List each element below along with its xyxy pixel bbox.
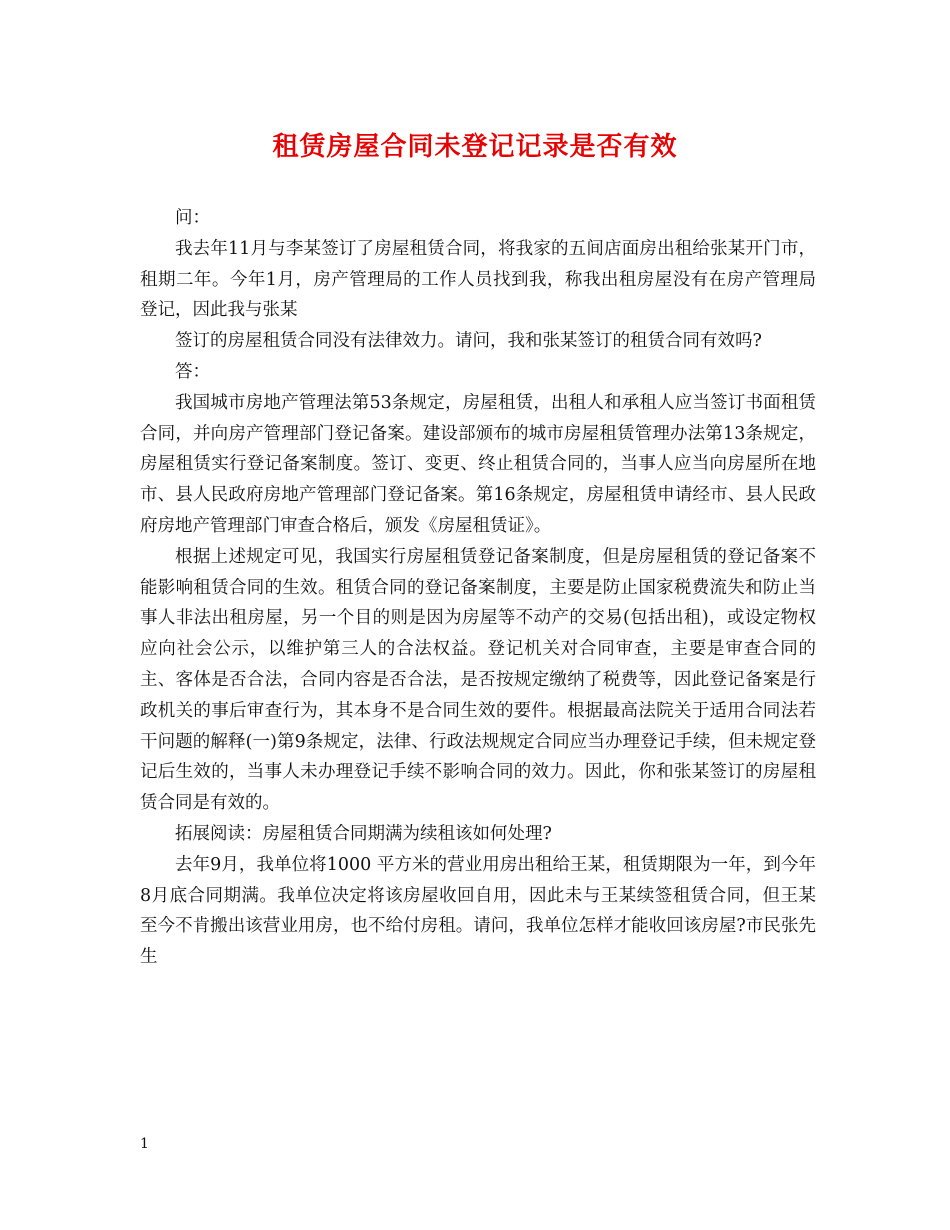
paragraph-extended-question: 去年9月，我单位将1000 平方米的营业用房出租给王某，租赁期限为一年，到今年8月底合同期满。我单位决定将该房屋收回自用，因此未与王某续签租赁合同，但王某至今不肯搬出该营业用房，也不给付房租。请问，我单位怎样才能收回该房屋?市民张先生 <box>140 854 816 968</box>
paragraph-answer-1: 我国城市房地产管理法第53条规定，房屋租赁，出租人和承租人应当签订书面租赁合同，并向房产管理部门登记备案。建设部颁布的城市房屋租赁管理办法第13条规定，房屋租赁实行登记备案制度。签订、变更、终止租赁合同的，当事人应当向房屋所在地市、县人民政府房地产管理部门登记备案。第16条规定，房屋租赁申请经市、县人民政府房地产管理部门审查合格后，颁发《房屋租赁证》。 <box>140 392 816 536</box>
document-body <box>140 203 816 973</box>
page-number: 1 <box>140 1136 149 1152</box>
paragraph-question-label: 问： <box>175 208 210 228</box>
paragraph-answer-label: 答： <box>175 361 210 382</box>
paragraph-question-2: 签订的房屋租赁合同没有法律效力。请问，我和张某签订的租赁合同有效吗? <box>175 331 762 352</box>
paragraph-answer-2: 根据上述规定可见，我国实行房屋租赁登记备案制度，但是房屋租赁的登记备案不能影响租赁合同的生效。租赁合同的登记备案制度，主要是防止国家税费流失和防止当事人非法出租房屋，另一个目的则是因为房屋等不动产的交易(包括出租)，或设定物权应向社会公示，以维护第三人的合法权益。登记机关对合同审查，主要是审查合同的主、客体是否合法，合同内容是否合法，是否按规定缴纳了税费等，因此登记备案是行政机关的事后审查行为，其本身不是合同生效的要件。根据最高法院关于适用合同法若干问题的解释(一)第9条规定，法律、行政法规规定合同应当办理登记手续，但未规定登记后生效的，当事人未办理登记手续不影响合同的效力。因此，你和张某签订的房屋租赁合同是有效的。 <box>140 546 816 814</box>
paragraph-extended-reading: 拓展阅读：房屋租赁合同期满为续租该如何处理? <box>175 823 552 844</box>
document-title: 租赁房屋合同未登记记录是否有效 <box>272 132 678 162</box>
paragraph-question-1: 我去年11月与李某签订了房屋租赁合同，将我家的五间店面房出租给张某开门市，租期二年。今年1月，房产管理局的工作人员找到我，称我出租房屋没有在房产管理局登记，因此我与张某 <box>140 238 816 321</box>
